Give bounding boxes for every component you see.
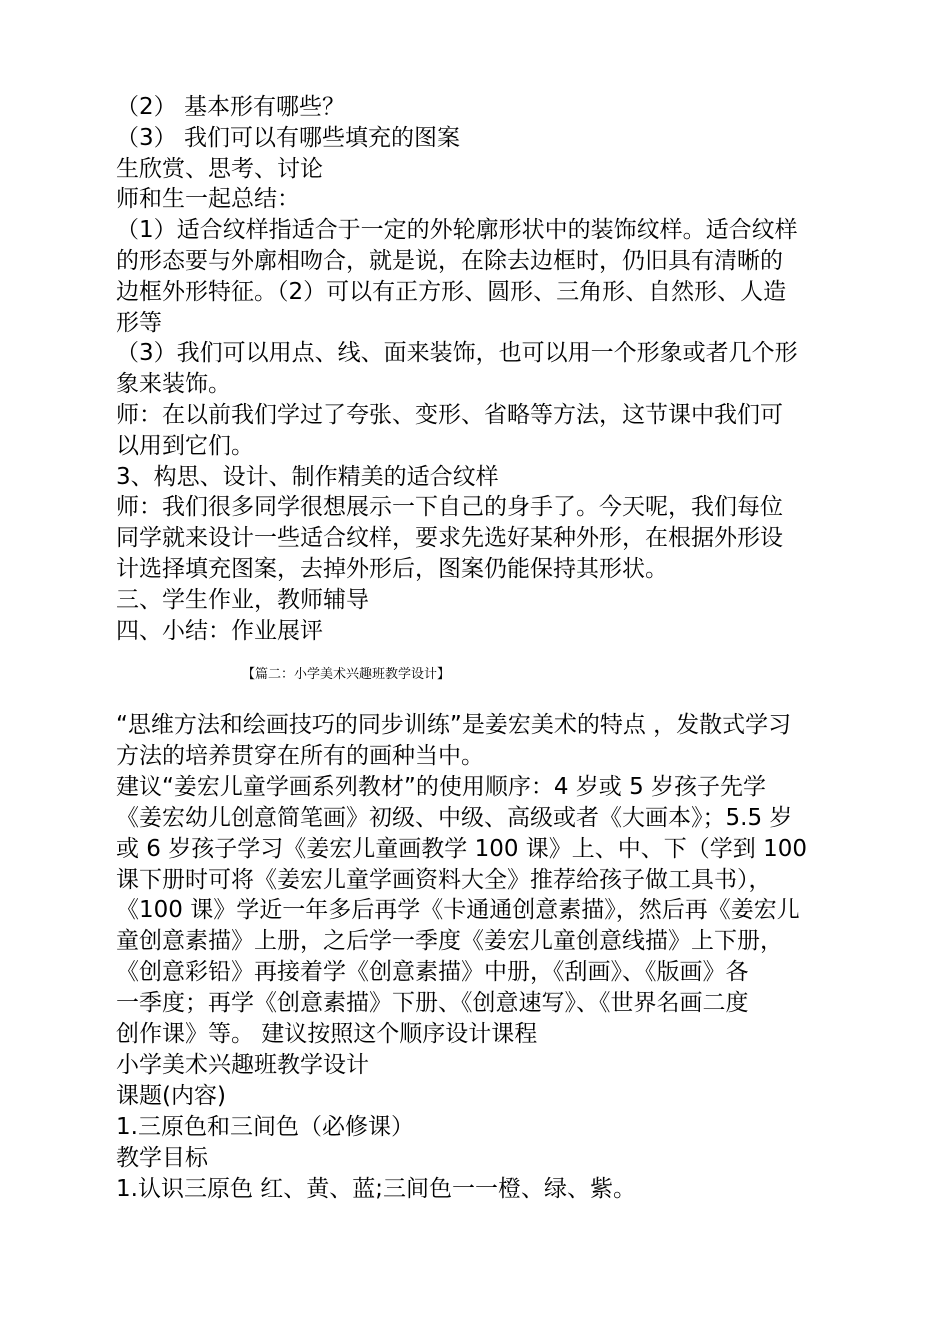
text-line: 师：我们很多同学很想展示一下自己的身手了。今天呢，我们每位 <box>116 494 783 521</box>
text-line: 或 6 岁孩子学习《姜宏儿童画教学 100 课》上、中、下（学到 100 <box>116 835 807 862</box>
text-line: 方法的培养贯穿在所有的画种当中。 <box>116 742 484 769</box>
text-line: 教学目标 <box>116 1144 208 1171</box>
text-line: （3）我们可以用点、线、面来装饰，也可以用一个形象或者几个形 <box>116 340 798 367</box>
text-line: 的形态要与外廓相吻合，就是说，在除去边框时，仍旧具有清晰的 <box>116 248 783 274</box>
text-line: （3） 我们可以有哪些填充的图案 <box>116 124 460 151</box>
text-line: 形等 <box>116 309 162 336</box>
text-line: 边框外形特征。（2）可以有正方形、圆形、三角形、自然形、人造 <box>116 278 787 305</box>
text-line: 三、学生作业，教师辅导 <box>116 586 369 613</box>
text-line: 建议“姜宏儿童学画系列教材”的使用顺序：4 岁或 5 岁孩子先学 <box>116 773 767 800</box>
text-line: 《创意彩铅》再接着学《创意素描》中册，《刮画》、《版画》各 <box>116 959 749 986</box>
text-line: 1.三原色和三间色（必修课） <box>116 1113 414 1140</box>
text-line: 一季度；再学《创意素描》下册、《创意速写》、《世界名画二度 <box>116 990 749 1017</box>
text-line: 四、小结：作业展评 <box>116 617 323 644</box>
text-line: 《100 课》学近一年多后再学《卡通通创意素描》，然后再《姜宏儿 <box>116 897 800 924</box>
text-line: 创作课》等。 建议按照这个顺序设计课程 <box>116 1021 538 1047</box>
text-line: 小学美术兴趣班教学设计 <box>116 1051 369 1078</box>
text-line: 3、构思、设计、制作精美的适合纹样 <box>116 463 499 490</box>
text-line: 1.认识三原色 红、黄、蓝;三间色一一橙、绿、紫。 <box>116 1175 637 1202</box>
text-line: 生欣赏、思考、讨论 <box>116 155 323 182</box>
text-line: 计选择填充图案，去掉外形后，图案仍能保持其形状。 <box>116 556 668 582</box>
text-line: 《姜宏幼儿创意简笔画》初级、中级、高级或者《大画本》；5.5 岁 <box>116 804 793 831</box>
text-line: （2） 基本形有哪些？ <box>116 94 345 120</box>
text-line: 课下册时可将《姜宏儿童学画资料大全》推荐给孩子做工具书）， <box>116 866 772 893</box>
text-line: 象来装饰。 <box>116 371 231 398</box>
text-line: （1）适合纹样指适合于一定的外轮廓形状中的装饰纹样。适合纹样 <box>116 217 798 244</box>
text-line: 师：在以前我们学过了夸张、变形、省略等方法，这节课中我们可 <box>116 402 783 428</box>
text-line: 课题(内容) <box>116 1082 226 1109</box>
text-line: 同学就来设计一些适合纹样，要求先选好某种外形，在根据外形设 <box>116 525 783 552</box>
text-line: 师和生一起总结： <box>116 186 300 213</box>
text-line: 童创意素描》上册，之后学一季度《姜宏儿童创意线描》上下册， <box>116 928 783 955</box>
text-line: 以用到它们。 <box>116 432 254 459</box>
section-heading: 【篇二：小学美术兴趣班教学设计】 <box>242 667 451 682</box>
text-line: “思维方法和绘画技巧的同步训练”是姜宏美术的特点 ，发散式学习 <box>116 712 792 738</box>
